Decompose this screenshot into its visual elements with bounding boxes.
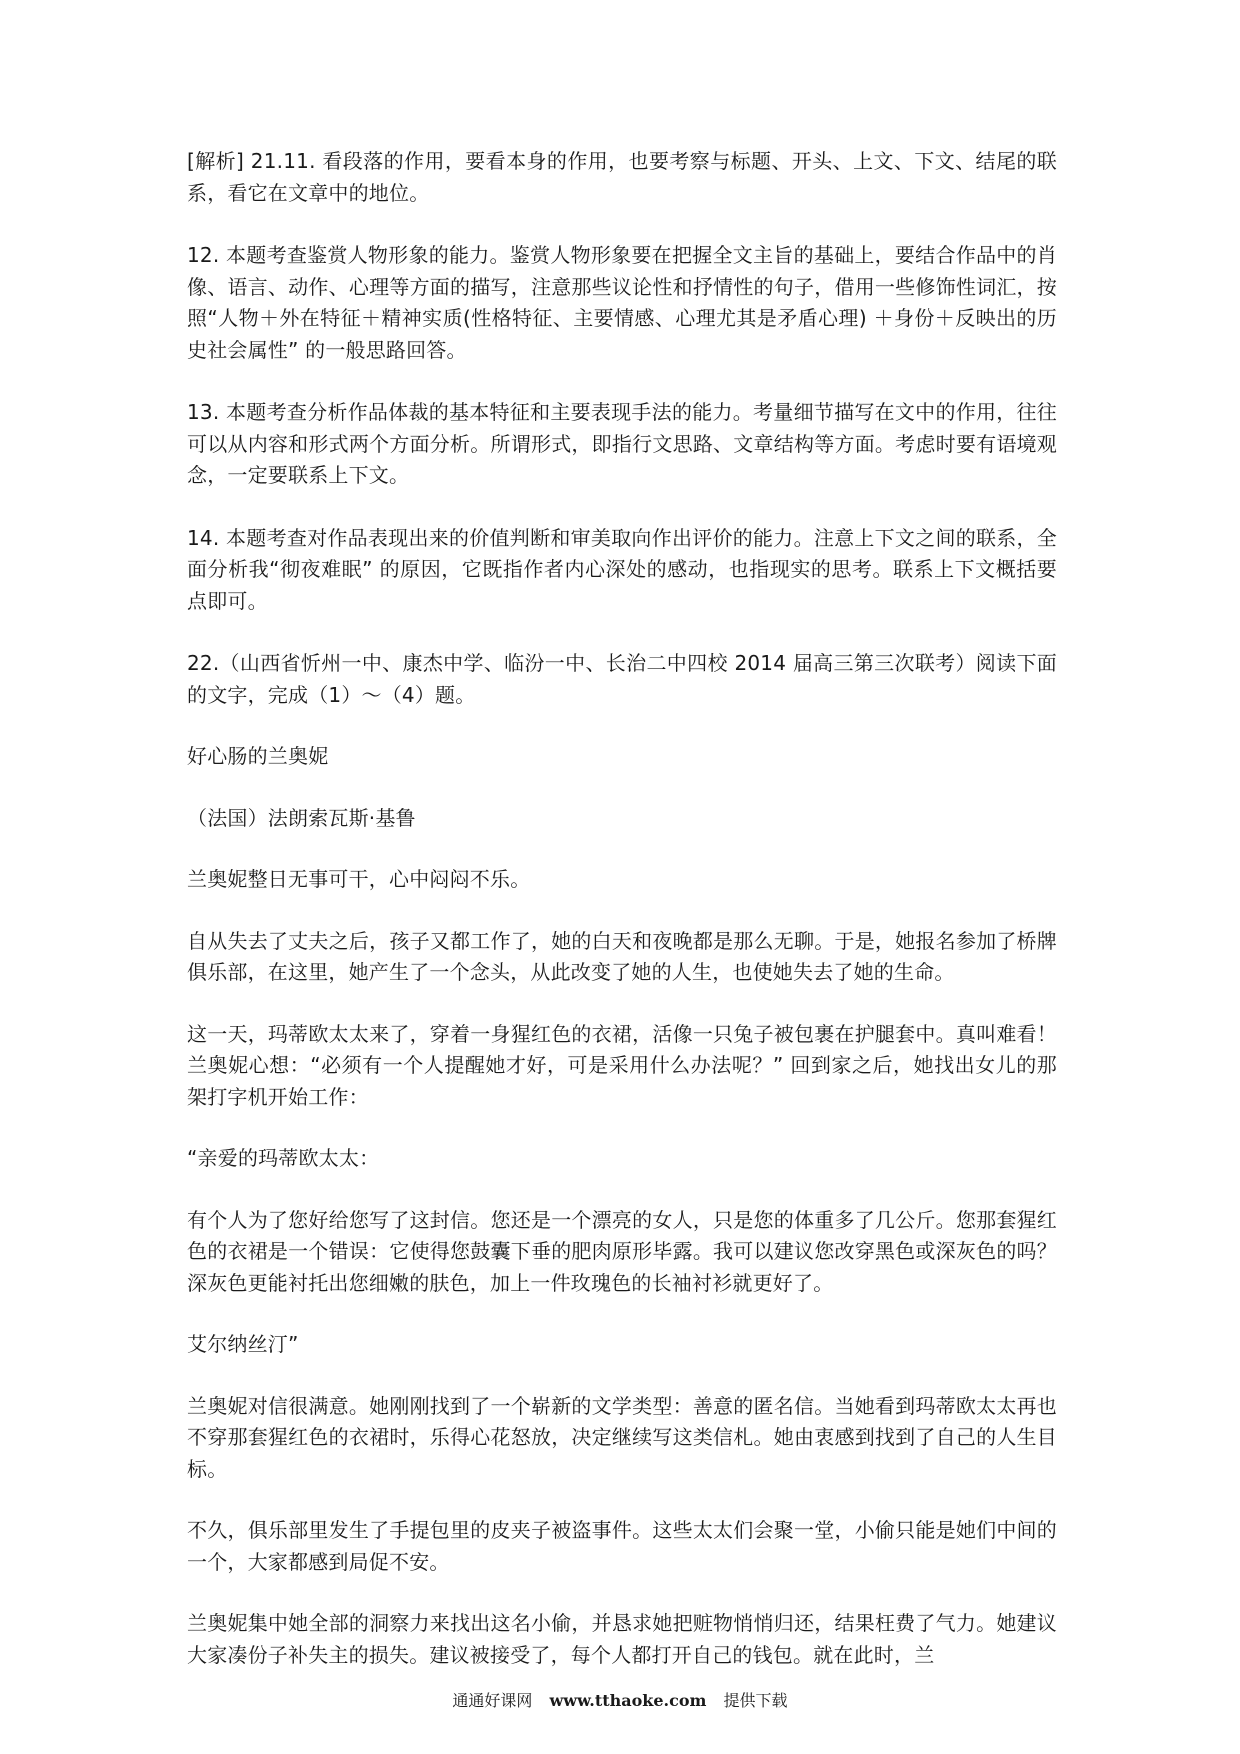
story-paragraph: 不久，俱乐部里发生了手提包里的皮夹子被盗事件。这些太太们会聚一堂，小偷只能是她们中间的一个，大家都感到局促不安。: [187, 1518, 1057, 1574]
footer-note: 提供下载: [723, 1691, 788, 1710]
analysis-paragraph-14: 14. 本题考查对作品表现出来的价值判断和审美取向作出评价的能力。注意上下文之间的联系，全面分析我“彻夜难眠” 的原因，它既指作者内心深处的感动，也指现实的思考。联系上下文概括要点即可。: [187, 525, 1057, 613]
story-paragraph: 兰奥妮整日无事可干，心中闷闷不乐。: [187, 867, 531, 891]
footer-url-link[interactable]: www.tthaoke.com: [549, 1691, 707, 1710]
letter-body: 有个人为了您好给您写了这封信。您还是一个漂亮的女人，只是您的体重多了几公斤。您那套猩红色的衣裙是一个错误：它使得您鼓囊下垂的肥肉原形毕露。我可以建议您改穿黑色或深灰色的吗？深灰色更能衬托出您细嫩的肤色，加上一件玫瑰色的长袖衬衫就更好了。: [187, 1207, 1057, 1295]
letter-salutation: “亲爱的玛蒂欧太太：: [187, 1146, 380, 1170]
page-footer: [0, 1690, 1240, 1712]
document-body: [187, 146, 1057, 1671]
analysis-paragraph-12: 12. 本题考查鉴赏人物形象的能力。鉴赏人物形象要在把握全文主旨的基础上，要结合作品中的肖像、语言、动作、心理等方面的描写，注意那些议论性和抒情性的句子，借用一些修饰性词汇，按照“人物＋外在特征＋精神实质(性格特征、主要情感、心理尤其是矛盾心理) ＋身份＋反映出的历史社会属性” 的一般思路回答。: [187, 243, 1057, 362]
question-22-heading: 22.（山西省忻州一中、康杰中学、临汾一中、长治二中四校 2014 届高三第三次联考）阅读下面的文字，完成（1）～（4）题。: [187, 651, 1057, 707]
story-paragraph: 自从失去了丈夫之后，孩子又都工作了，她的白天和夜晚都是那么无聊。于是，她报名参加了桥牌俱乐部，在这里，她产生了一个念头，从此改变了她的人生，也使她失去了她的生命。: [187, 928, 1057, 984]
story-paragraph: 兰奥妮对信很满意。她刚刚找到了一个崭新的文学类型：善意的匿名信。当她看到玛蒂欧太太再也不穿那套猩红色的衣裙时，乐得心花怒放，决定继续写这类信札。她由衷感到找到了自己的人生目标。: [187, 1393, 1057, 1481]
story-author: （法国）法朗索瓦斯·基鲁: [187, 805, 416, 830]
story-paragraph: 这一天，玛蒂欧太太来了，穿着一身猩红色的衣裙，活像一只兔子被包裹在护腿套中。真叫难看！兰奥妮心想：“必须有一个人提醒她才好，可是采用什么办法呢？” 回到家之后，她找出女儿的那架打字机开始工作：: [187, 1021, 1057, 1109]
analysis-paragraph-13: 13. 本题考查分析作品体裁的基本特征和主要表现手法的能力。考量细节描写在文中的作用，往往可以从内容和形式两个方面分析。所谓形式，即指行文思路、文章结构等方面。考虑时要有语境观念，一定要联系上下文。: [187, 400, 1057, 487]
story-paragraph: 兰奥妮集中她全部的洞察力来找出这名小偷，并恳求她把赃物悄悄归还，结果枉费了气力。她建议大家凑份子补失主的损失。建议被接受了，每个人都打开自己的钱包。就在此时，兰: [187, 1611, 1057, 1667]
story-title: 好心肠的兰奥妮: [187, 744, 329, 768]
analysis-paragraph-intro: [解析] 21.11. 看段落的作用，要看本身的作用，也要考察与标题、开头、上文、下文、结尾的联系，看它在文章中的地位。: [187, 149, 1057, 205]
letter-signature: 艾尔纳丝汀”: [187, 1332, 299, 1356]
footer-site-name: 通通好课网: [452, 1691, 533, 1710]
